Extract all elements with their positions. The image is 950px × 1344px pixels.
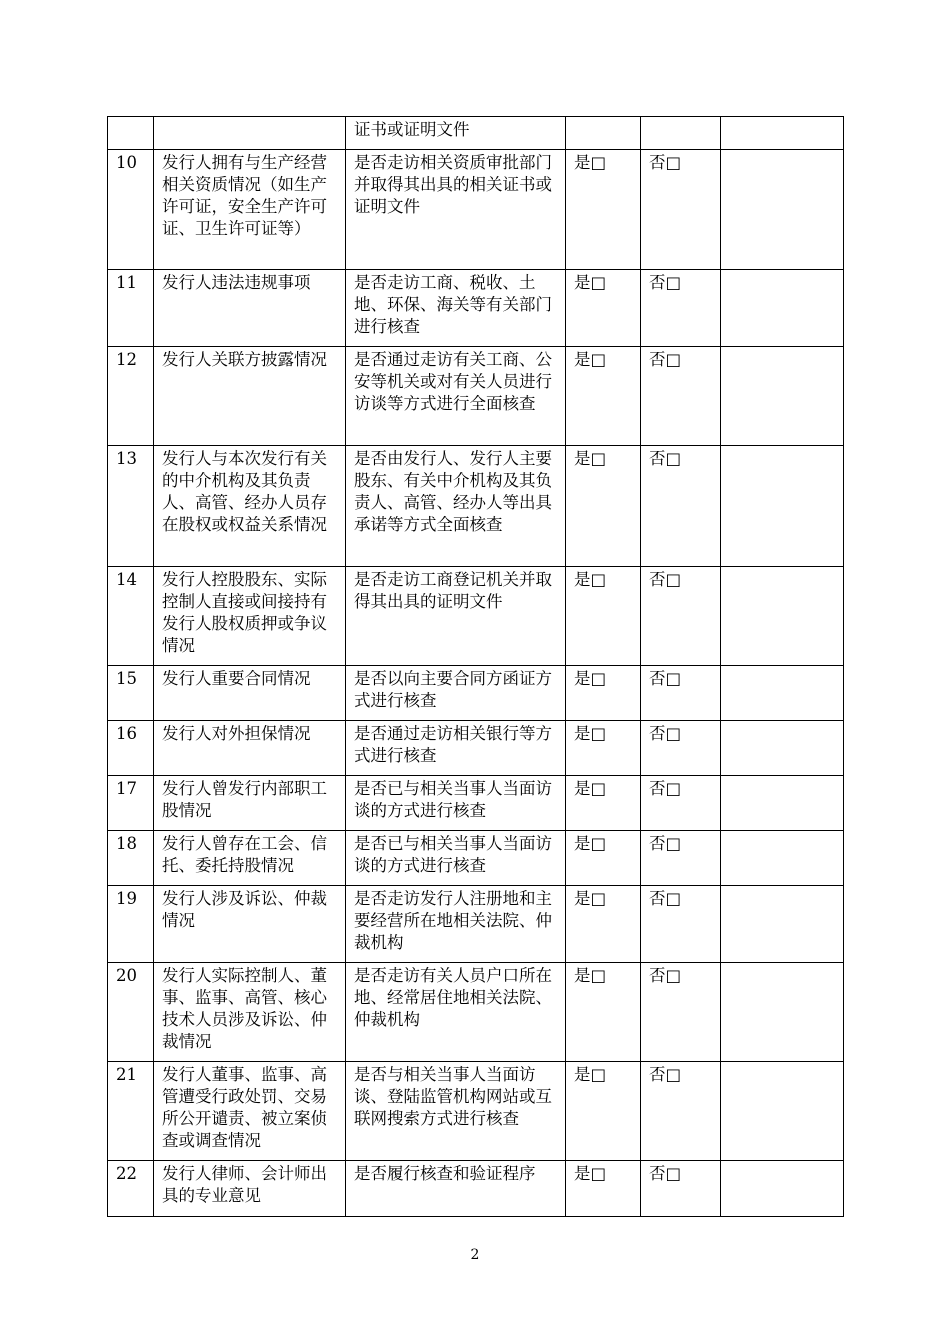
cell-no-checkbox[interactable]: 否□ — [641, 776, 721, 831]
table-row-continuation — [108, 117, 844, 150]
table-row — [108, 1062, 844, 1161]
cell-no-checkbox[interactable]: 否□ — [641, 150, 721, 270]
cell-no-checkbox[interactable]: 否□ — [641, 567, 721, 666]
cell-remark — [721, 776, 844, 831]
cell-number: 13 — [108, 446, 154, 567]
cell-item: 发行人关联方披露情况 — [154, 347, 346, 446]
cell-number: 17 — [108, 776, 154, 831]
cell-yes-checkbox[interactable]: 是□ — [566, 567, 641, 666]
cell-remark — [721, 150, 844, 270]
cell-yes-checkbox[interactable]: 是□ — [566, 666, 641, 721]
cell-remark — [721, 1062, 844, 1161]
cell-item: 发行人控股股东、实际控制人直接或间接持有发行人股权质押或争议情况 — [154, 567, 346, 666]
cell-item: 发行人董事、监事、高管遭受行政处罚、交易所公开谴责、被立案侦查或调查情况 — [154, 1062, 346, 1161]
table-row — [108, 963, 844, 1062]
cell-yes-checkbox[interactable]: 是□ — [566, 776, 641, 831]
cell-yes-checkbox[interactable]: 是□ — [566, 886, 641, 963]
cell-remark — [721, 963, 844, 1062]
cell-yes-checkbox[interactable]: 是□ — [566, 270, 641, 347]
cell-no-checkbox[interactable]: 否□ — [641, 347, 721, 446]
cell-item — [154, 117, 346, 150]
cell-item: 发行人实际控制人、董事、监事、高管、核心技术人员涉及诉讼、仲裁情况 — [154, 963, 346, 1062]
cell-yes-checkbox[interactable]: 是□ — [566, 963, 641, 1062]
cell-no-checkbox[interactable]: 否□ — [641, 831, 721, 886]
table-row — [108, 721, 844, 776]
cell-method: 是否走访发行人注册地和主要经营所在地相关法院、仲裁机构 — [346, 886, 566, 963]
cell-item: 发行人与本次发行有关的中介机构及其负责人、高管、经办人员存在股权或权益关系情况 — [154, 446, 346, 567]
cell-yes-checkbox[interactable]: 是□ — [566, 1161, 641, 1217]
cell-item: 发行人律师、会计师出具的专业意见 — [154, 1161, 346, 1217]
cell-item: 发行人重要合同情况 — [154, 666, 346, 721]
cell-method: 是否通过走访相关银行等方式进行核查 — [346, 721, 566, 776]
cell-yes — [566, 117, 641, 150]
cell-remark — [721, 270, 844, 347]
cell-remark — [721, 347, 844, 446]
cell-yes-checkbox[interactable]: 是□ — [566, 831, 641, 886]
page-number: 2 — [470, 1247, 480, 1263]
cell-item: 发行人拥有与生产经营相关资质情况（如生产许可证，安全生产许可证、卫生许可证等） — [154, 150, 346, 270]
cell-item: 发行人违法违规事项 — [154, 270, 346, 347]
cell-item: 发行人涉及诉讼、仲裁情况 — [154, 886, 346, 963]
cell-number: 18 — [108, 831, 154, 886]
table-row — [108, 567, 844, 666]
cell-number: 21 — [108, 1062, 154, 1161]
cell-remark — [721, 886, 844, 963]
table-row — [108, 886, 844, 963]
cell-number: 15 — [108, 666, 154, 721]
cell-remark — [721, 117, 844, 150]
cell-yes-checkbox[interactable]: 是□ — [566, 1062, 641, 1161]
cell-method: 是否已与相关当事人当面访谈的方式进行核查 — [346, 776, 566, 831]
cell-no-checkbox[interactable]: 否□ — [641, 270, 721, 347]
table-row — [108, 776, 844, 831]
cell-number: 11 — [108, 270, 154, 347]
cell-no-checkbox[interactable]: 否□ — [641, 1062, 721, 1161]
table-row — [108, 270, 844, 347]
cell-number: 10 — [108, 150, 154, 270]
cell-method: 是否以向主要合同方函证方式进行核查 — [346, 666, 566, 721]
cell-item: 发行人曾存在工会、信托、委托持股情况 — [154, 831, 346, 886]
cell-no-checkbox[interactable]: 否□ — [641, 1161, 721, 1217]
cell-yes-checkbox[interactable]: 是□ — [566, 150, 641, 270]
cell-no-checkbox[interactable]: 否□ — [641, 666, 721, 721]
table-row — [108, 446, 844, 567]
cell-remark — [721, 666, 844, 721]
cell-remark — [721, 446, 844, 567]
cell-number — [108, 117, 154, 150]
cell-number: 20 — [108, 963, 154, 1062]
cell-remark — [721, 721, 844, 776]
table-row — [108, 347, 844, 446]
cell-number: 14 — [108, 567, 154, 666]
cell-yes-checkbox[interactable]: 是□ — [566, 446, 641, 567]
cell-item: 发行人曾发行内部职工股情况 — [154, 776, 346, 831]
cell-method: 是否走访工商登记机关并取得其出具的证明文件 — [346, 567, 566, 666]
cell-yes-checkbox[interactable]: 是□ — [566, 347, 641, 446]
cell-number: 22 — [108, 1161, 154, 1217]
cell-method: 证书或证明文件 — [346, 117, 566, 150]
cell-no — [641, 117, 721, 150]
cell-number: 19 — [108, 886, 154, 963]
table-row — [108, 666, 844, 721]
cell-no-checkbox[interactable]: 否□ — [641, 963, 721, 1062]
cell-item: 发行人对外担保情况 — [154, 721, 346, 776]
cell-yes-checkbox[interactable]: 是□ — [566, 721, 641, 776]
table-row — [108, 1161, 844, 1217]
cell-number: 12 — [108, 347, 154, 446]
cell-method: 是否走访有关人员户口所在地、经常居住地相关法院、仲裁机构 — [346, 963, 566, 1062]
cell-method: 是否由发行人、发行人主要股东、有关中介机构及其负责人、高管、经办人等出具承诺等方式全面核查 — [346, 446, 566, 567]
cell-method: 是否走访相关资质审批部门并取得其出具的相关证书或证明文件 — [346, 150, 566, 270]
cell-number: 16 — [108, 721, 154, 776]
cell-method: 是否履行核查和验证程序 — [346, 1161, 566, 1217]
cell-no-checkbox[interactable]: 否□ — [641, 886, 721, 963]
cell-remark — [721, 1161, 844, 1217]
cell-no-checkbox[interactable]: 否□ — [641, 721, 721, 776]
cell-method: 是否与相关当事人当面访谈、登陆监管机构网站或互联网搜索方式进行核查 — [346, 1062, 566, 1161]
verification-checklist-table — [107, 116, 844, 1217]
cell-method: 是否已与相关当事人当面访谈的方式进行核查 — [346, 831, 566, 886]
table-row — [108, 831, 844, 886]
cell-remark — [721, 567, 844, 666]
cell-no-checkbox[interactable]: 否□ — [641, 446, 721, 567]
table-row — [108, 150, 844, 270]
cell-remark — [721, 831, 844, 886]
cell-method: 是否走访工商、税收、土地、环保、海关等有关部门进行核查 — [346, 270, 566, 347]
cell-method: 是否通过走访有关工商、公安等机关或对有关人员进行访谈等方式进行全面核查 — [346, 347, 566, 446]
